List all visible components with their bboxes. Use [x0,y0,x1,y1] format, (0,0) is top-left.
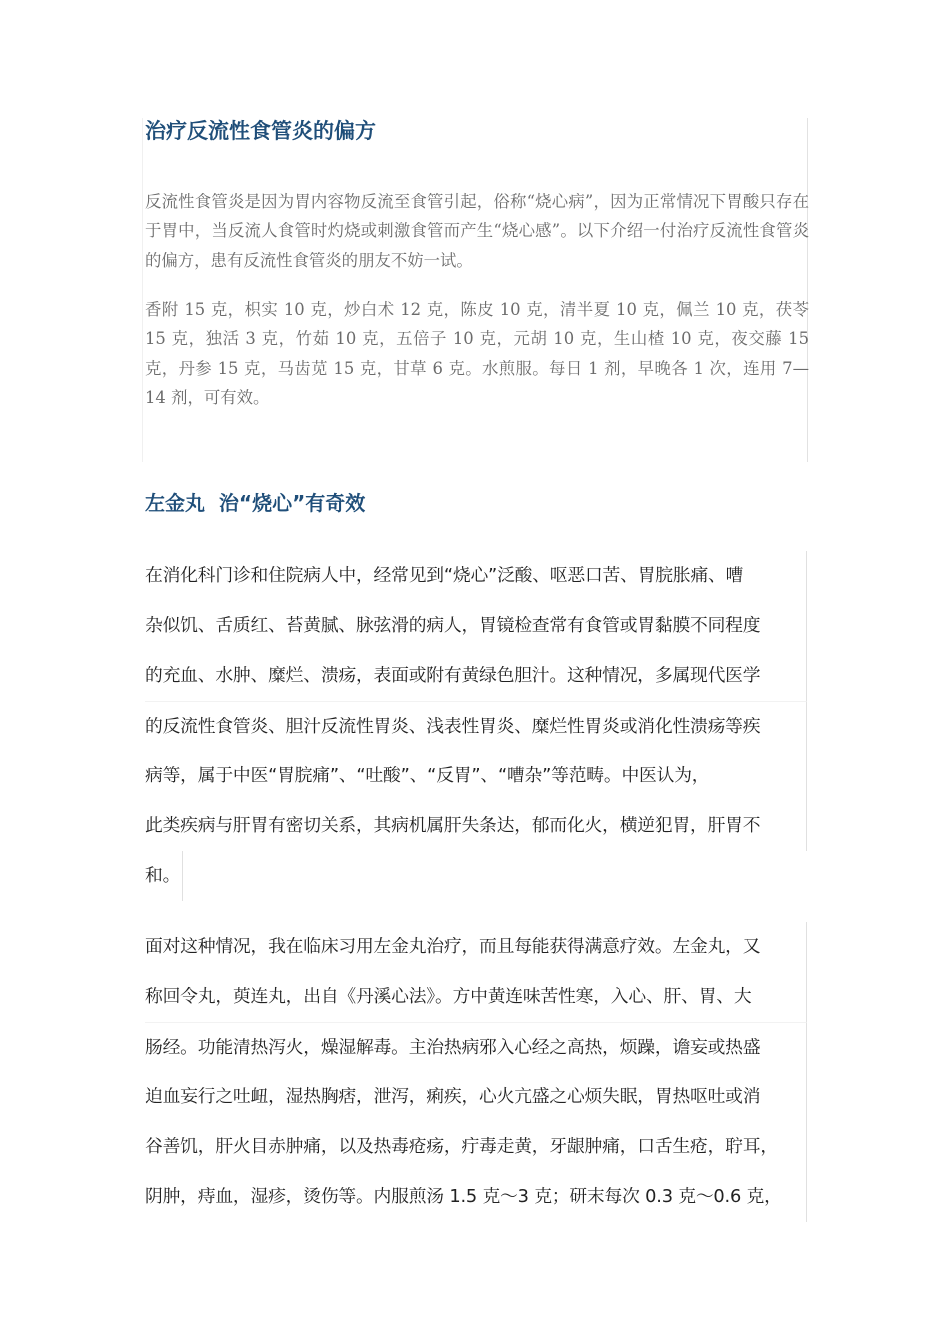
text-line: 杂似饥、舌质红、苔黄腻、脉弦滑的病人，胃镜检查常有食管或胃黏膜不同程度 [145,601,807,651]
text-line: 的充血、水肿、糜烂、溃疡，表面或附有黄绿色胆汁。这种情况，多属现代医学 [145,651,807,701]
text-line: 称回令丸，萸连丸，出自《丹溪心法》。方中黄连味苦性寒，入心、肝、胃、大 [145,972,807,1022]
section-title-remedy: 治疗反流性食管炎的偏方 [145,119,376,143]
text-line: 迫血妄行之吐衄，湿热胸痞，泄泻，痢疾，心火亢盛之心烦失眠，胃热呕吐或消 [145,1072,807,1122]
intro-paragraph: 反流性食管炎是因为胃内容物反流至食管引起，俗称“烧心病”，因为正常情况下胃酸只存在于胃中，当反流人食管时灼烧或刺激食管而产生“烧心感”。以下介绍一付治疗反流性食管炎的偏方，患有反流性食管炎的朋友不妨一试。 [145,192,809,270]
text-line: 和。 [145,851,183,901]
text-line: 面对这种情况，我在临床习用左金丸治疗，而且每能获得满意疗效。左金丸，又 [145,922,807,972]
text-line: 阴肿，痔血，湿疹，烫伤等。内服煎汤 1.5 克～3 克；研末每次 0.3 克～0.6 克， [145,1172,807,1222]
symptoms-paragraph [145,551,807,901]
text-line: 的反流性食管炎、胆汁反流性胃炎、浅表性胃炎、糜烂性胃炎或消化性溃疡等疾 [145,701,807,751]
prescription-paragraph: 香附 15 克，枳实 10 克，炒白术 12 克，陈皮 10 克，清半夏 10 克，佩兰 10 克，茯苓 15 克，独活 3 克，竹茹 10 克，五倍子 10 克，元胡 10 克，生山楂 10 克，夜交藤 15 克，丹参 15 克，马齿苋 15 克，甘草 6 克。水煎服。每日 1 剂，早晚各 1 次，连用 7—14 剂，可有效。 [145,300,809,408]
text-line: 病等，属于中医“胃脘痛”、“吐酸”、“反胃”、“嘈杂”等范畴。中医认为， [145,751,807,801]
section-title-zuojinwan: 左金丸 治“烧心”有奇效 [145,491,366,515]
text-line: 肠经。功能清热泻火，燥湿解毒。主治热病邪入心经之高热，烦躁，谵妄或热盛 [145,1022,807,1072]
treatment-paragraph [145,922,807,1222]
text-line: 在消化科门诊和住院病人中，经常见到“烧心”泛酸、呕恶口苦、胃脘胀痛、嘈 [145,551,807,601]
text-line: 此类疾病与肝胃有密切关系，其病机属肝失条达，郁而化火，横逆犯胃，肝胃不 [145,801,807,851]
text-line: 谷善饥，肝火目赤肿痛，以及热毒疮疡，疔毒走黄，牙龈肿痛，口舌生疮，聍耳， [145,1122,807,1172]
